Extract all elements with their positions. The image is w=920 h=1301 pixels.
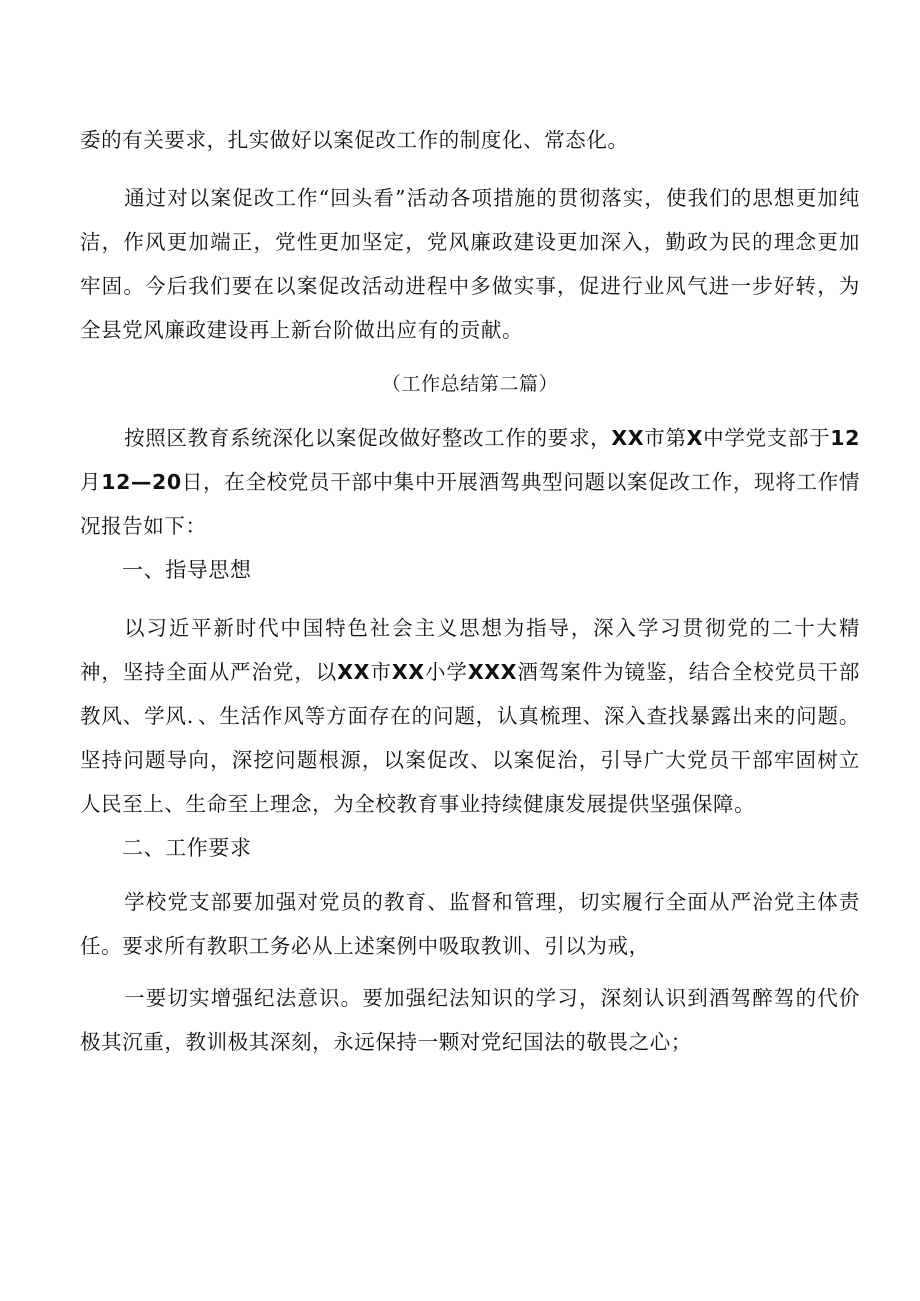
paragraph-intro: 按照区教育系统深化以案促改做好整改工作的要求，XX市第X中学党支部于12月12—20日，在全校党员干部中集中开展酒驾典型问题以案促改工作，现将工作情况报告如下：	[80, 426, 860, 538]
paragraph-continuation: 委的有关要求，扎实做好以案促改工作的制度化、常态化。	[80, 128, 629, 152]
paragraph-first-requirement: 一要切实增强纪法意识。要加强纪法知识的学习，深刻认识到酒驾醉驾的代价极其沉重，教训极其深刻，永远保持一颗对党纪国法的敬畏之心；	[80, 986, 860, 1054]
paragraph-work-requirements: 学校党支部要加强对党员的教育、监督和管理，切实履行全面从严治党主体责任。要求所有教职工务必从上述案例中吸取教训、引以为戒，	[80, 890, 860, 958]
document-page	[80, 118, 860, 1064]
section-title: （工作总结第二篇）	[381, 373, 559, 395]
heading-work-requirements: 二、工作要求	[122, 836, 252, 860]
paragraph-review-summary: 通过对以案促改工作“回头看”活动各项措施的贯彻落实，使我们的思想更加纯洁，作风更加端正，党性更加坚定，党风廉政建设更加深入，勤政为民的理念更加牢固。今后我们要在以案促改活动进程中多做实事，促进行业风气进一步好转，为全县党风廉政建设再上新台阶做出应有的贡献。	[80, 186, 860, 342]
heading-guiding-ideology: 一、指导思想	[122, 558, 252, 582]
paragraph-guiding-ideology: 以习近平新时代中国特色社会主义思想为指导，深入学习贯彻党的二十大精神，坚持全面从严治党，以XX市XX小学XXX酒驾案件为镜鉴，结合全校党员干部教风、学风．、生活作风等方面存在的问题，认真梳理、深入查找暴露出来的问题。坚持问题导向，深挖问题根源，以案促改、以案促治，引导广大党员干部牢固树立人民至上、生命至上理念，为全校教育事业持续健康发展提供坚强保障。	[80, 616, 860, 816]
